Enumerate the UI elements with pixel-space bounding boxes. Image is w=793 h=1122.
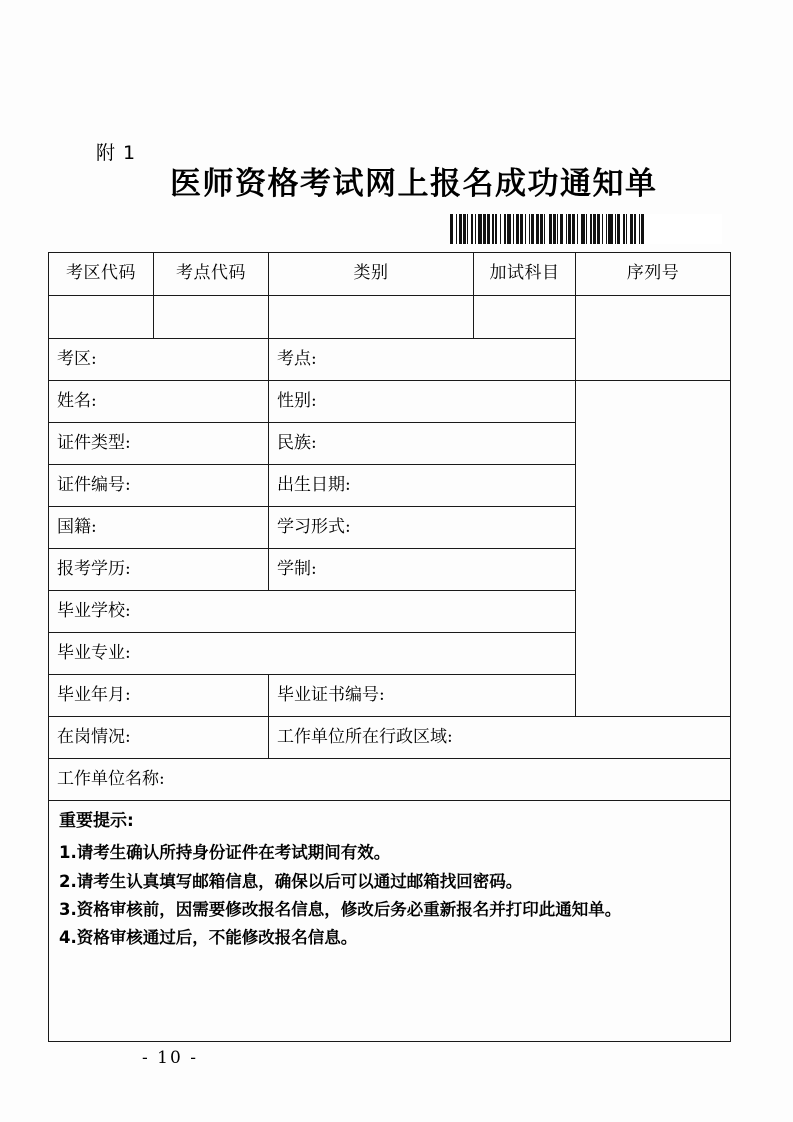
field-label-employment-status: 在岗情况: (49, 717, 269, 759)
attachment-label: 附 1 (96, 142, 137, 164)
column-header-exam-district-code: 考区代码 (49, 253, 154, 296)
field-label-birthdate: 出生日期: (269, 465, 576, 507)
page-number-footer: - 10 - (142, 1048, 198, 1068)
value-extra-subject[interactable] (474, 296, 576, 339)
field-label-ethnicity: 民族: (269, 423, 576, 465)
field-label-graduation-major: 毕业专业: (49, 633, 576, 675)
field-label-employer-name: 工作单位名称: (49, 759, 731, 801)
field-label-id-number: 证件编号: (49, 465, 269, 507)
field-label-school-system: 学制: (269, 549, 576, 591)
table-row (49, 381, 731, 423)
value-exam-site-code[interactable] (154, 296, 269, 339)
column-header-exam-site-code: 考点代码 (154, 253, 269, 296)
field-label-applied-education: 报考学历: (49, 549, 269, 591)
note-item-3: 3.资格审核前，因需要修改报名信息，修改后务必重新报名并打印此通知单。 (59, 900, 622, 919)
important-notes-row (49, 801, 731, 1042)
page-title: 医师资格考试网上报名成功通知单 (170, 166, 658, 202)
column-header-serial-number: 序列号 (576, 253, 731, 296)
field-label-study-mode: 学习形式: (269, 507, 576, 549)
table-header-value-row (49, 296, 731, 339)
field-label-exam-site: 考点: (269, 339, 576, 381)
field-label-id-type: 证件类型: (49, 423, 269, 465)
table-row (49, 759, 731, 801)
column-header-category: 类别 (269, 253, 474, 296)
photo-placeholder-cell[interactable] (576, 381, 731, 717)
note-item-4: 4.资格审核通过后，不能修改报名信息。 (59, 928, 358, 948)
registration-form-table (48, 252, 731, 1042)
field-label-graduation-school: 毕业学校: (49, 591, 576, 633)
table-row (49, 675, 731, 717)
table-row (49, 717, 731, 759)
field-label-graduation-date: 毕业年月: (49, 675, 269, 717)
important-notes-cell (49, 801, 731, 1042)
field-label-nationality: 国籍: (49, 507, 269, 549)
value-category[interactable] (269, 296, 474, 339)
field-label-exam-district: 考区: (49, 339, 269, 381)
column-header-extra-subject: 加试科目 (474, 253, 576, 296)
value-exam-district-code[interactable] (49, 296, 154, 339)
value-serial-number[interactable] (576, 296, 731, 381)
field-label-diploma-number: 毕业证书编号: (269, 675, 731, 717)
field-label-employer-admin-region: 工作单位所在行政区域: (269, 717, 731, 759)
notes-title: 重要提示: (59, 811, 134, 831)
table-header-row (49, 253, 731, 296)
field-label-name: 姓名: (49, 381, 269, 423)
note-item-2: 2.请考生认真填写邮箱信息，确保以后可以通过邮箱找回密码。 (59, 871, 523, 891)
note-item-1: 1.请考生确认所持身份证件在考试期间有效。 (59, 843, 391, 863)
code128-barcode (450, 214, 722, 244)
field-label-gender: 性别: (269, 381, 576, 423)
